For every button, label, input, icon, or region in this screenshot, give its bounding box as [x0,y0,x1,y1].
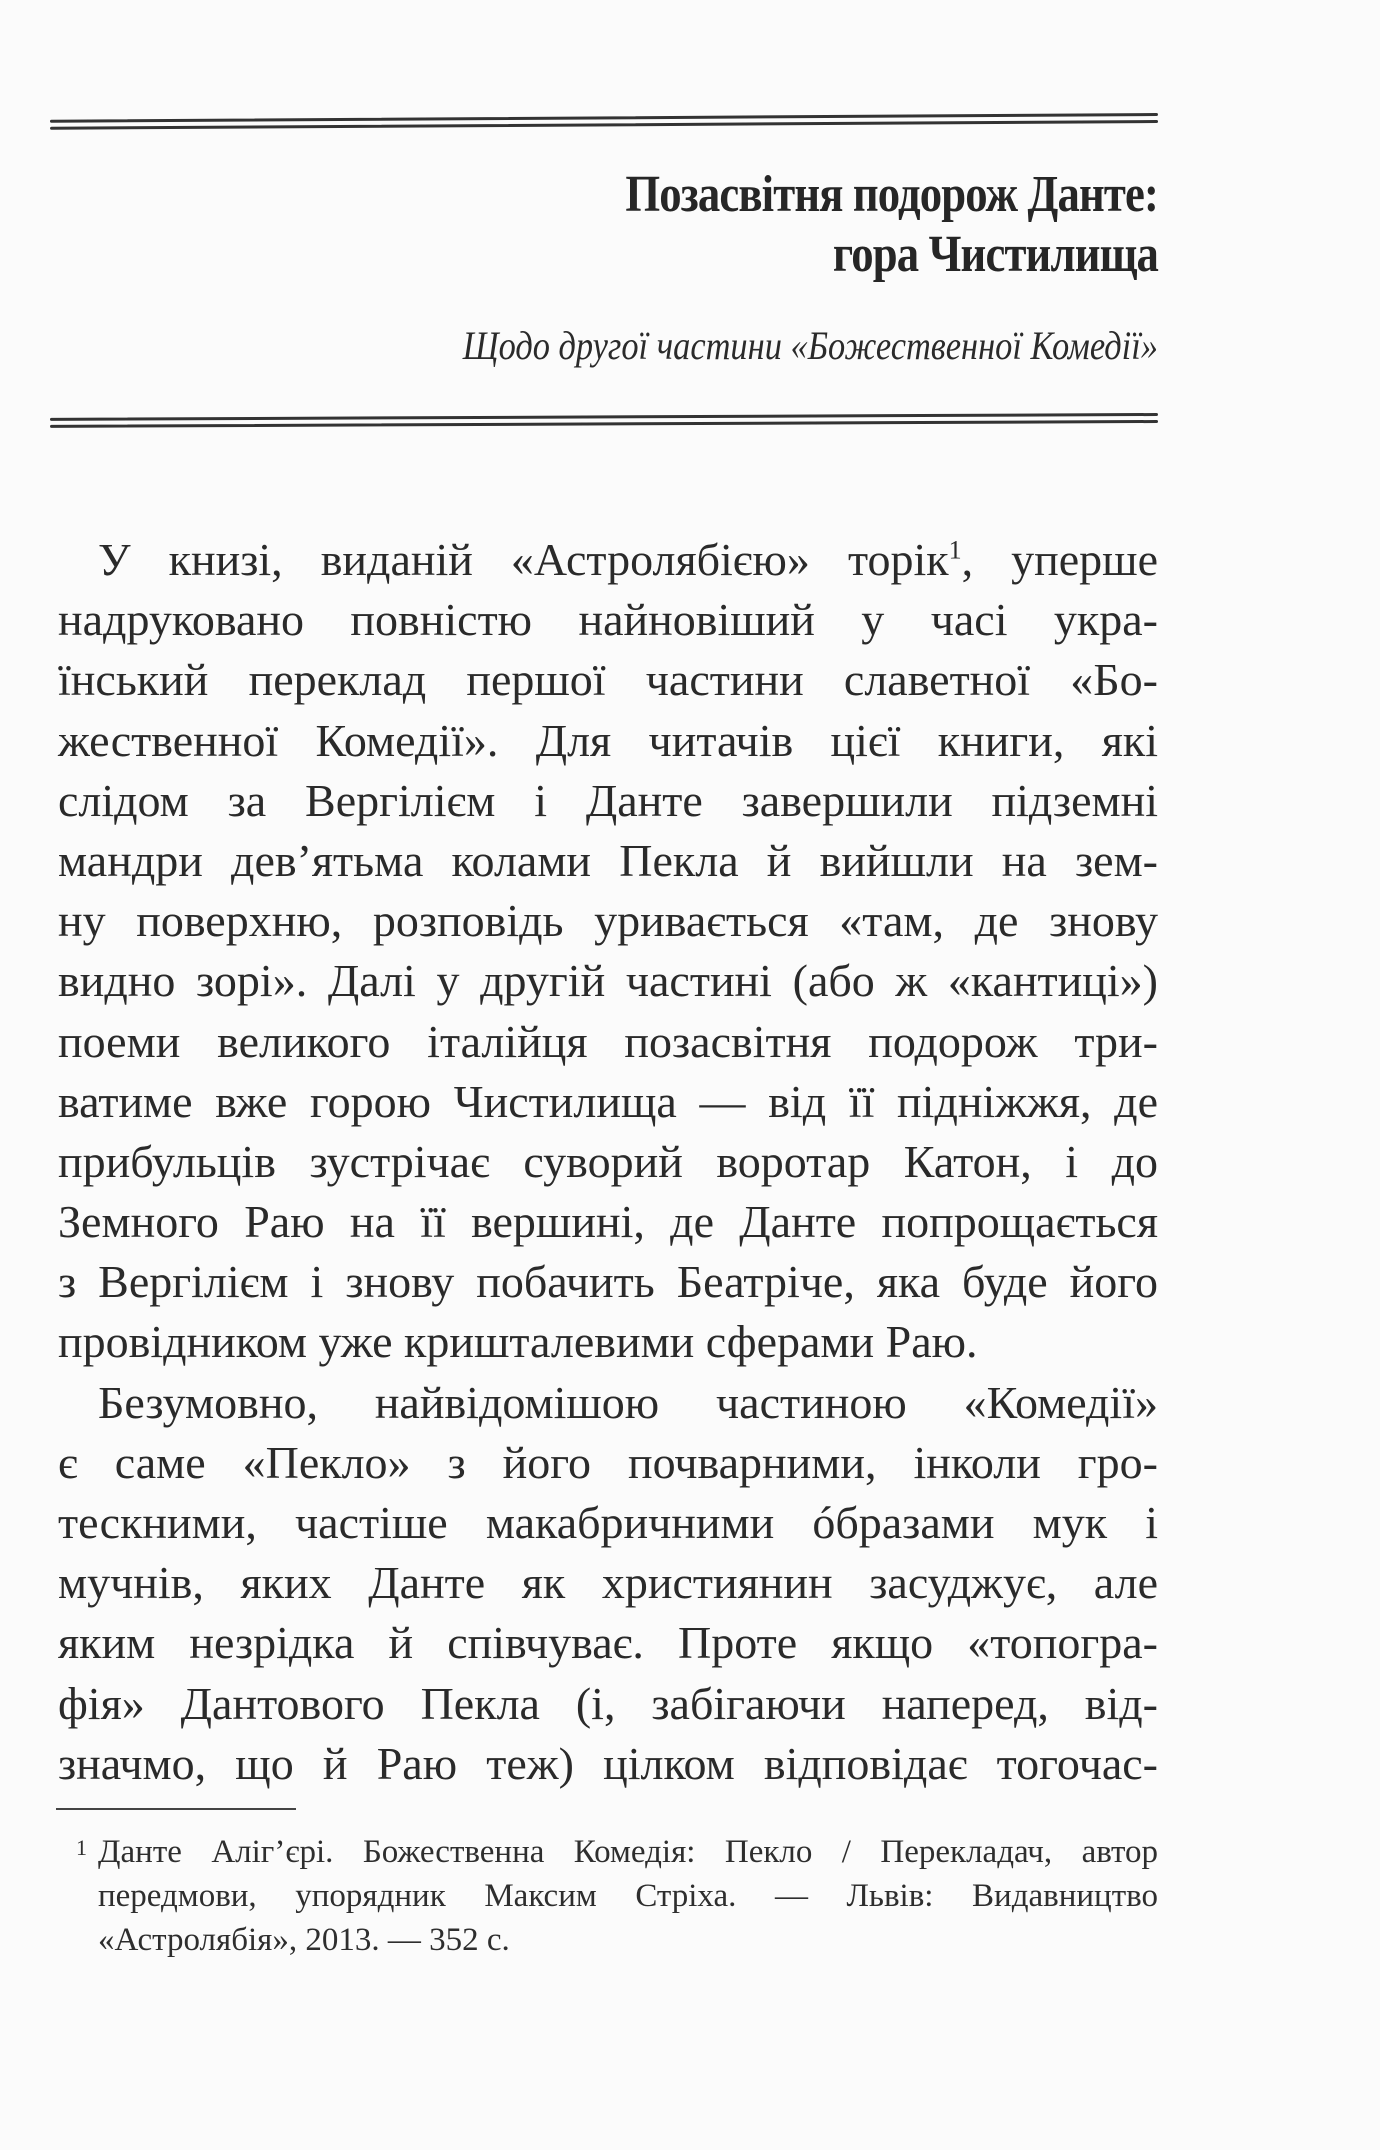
chapter-subtitle: Щодо другої частини «Божественної Комедії» [462,323,1158,368]
chapter-title [384,165,1158,285]
body-line: провідником уже кришталевими сферами Раю. [58,1316,978,1368]
footnote-separator [56,1808,296,1810]
rule-line-thin [50,420,1158,428]
footnote-mark: 1 [76,1835,87,1860]
body-line: Безумовно, найвідомішою частиною «Комедії» [98,1376,1158,1428]
body-line: прибульців зустрічає суворий воротар Катон, і до [58,1135,1158,1187]
chapter-title-line-1: Позасвітня подорож Данте: [625,166,1158,223]
body-line: поеми великого італійця позасвітня подорож три- [58,1015,1158,1067]
body-line-tail: , уперше [961,534,1159,585]
body-line: мучнів, яких Данте як християнин засуджує, але [58,1557,1158,1609]
rule-line-thick [50,413,1158,421]
body-line: є саме «Пекло» з його почварними, інколи гро- [58,1436,1158,1488]
top-double-rule [50,113,1158,131]
body-line: їнський переклад першої частини славетної «Бо- [58,654,1158,706]
footnote-line: Данте Аліг’єрі. Божественна Комедія: Пекло / Перекладач, автор [98,1834,1158,1870]
body-line: видно зорі». Далі у другій частині (або ж «кантиці») [58,955,1158,1007]
body-line: ватиме вже горою Чистилища — від її підніжжя, де [58,1075,1158,1127]
footnote [76,1830,1158,1962]
body-line: яким незрідка й співчуває. Проте якщо «топогра- [58,1617,1158,1669]
body-line: тескними, частіше макабричними óбразами мук і [58,1497,1158,1548]
body-line: ну поверхню, розповідь уривається «там, де знову [58,895,1158,947]
body-line: мандри дев’ятьма колами Пекла й вийшли на зем- [58,834,1158,886]
body-line: Земного Раю на її вершині, де Данте попрощається [58,1196,1158,1248]
body-line-text: У книзі, виданій «Астролябією» торік [98,534,949,585]
body-line: фія» Дантового Пекла (і, забігаючи наперед, від- [58,1677,1158,1729]
footnote-line: передмови, упорядник Максим Стріха. — Львів: Видавництво [98,1878,1158,1914]
body-line [58,530,1158,590]
footnote-line: «Астролябія», 2013. — 352 с. [98,1922,510,1958]
footnote-reference[interactable]: 1 [948,535,962,565]
body-line: з Вергілієм і знову побачить Беатріче, яка буде його [58,1256,1158,1308]
body-line: слідом за Вергілієм і Данте завершили підземні [58,774,1158,826]
body-line: надруковано повністю найновіший у часі укра- [58,594,1158,646]
body-text [58,530,1158,1794]
chapter-title-line-2: гора Чистилища [832,226,1158,283]
body-line: жественної Комедії». Для читачів цієї книги, які [58,714,1158,766]
body-line: значмо, що й Раю теж) цілком відповідає тогочас- [58,1737,1158,1789]
bottom-double-rule [50,413,1158,429]
